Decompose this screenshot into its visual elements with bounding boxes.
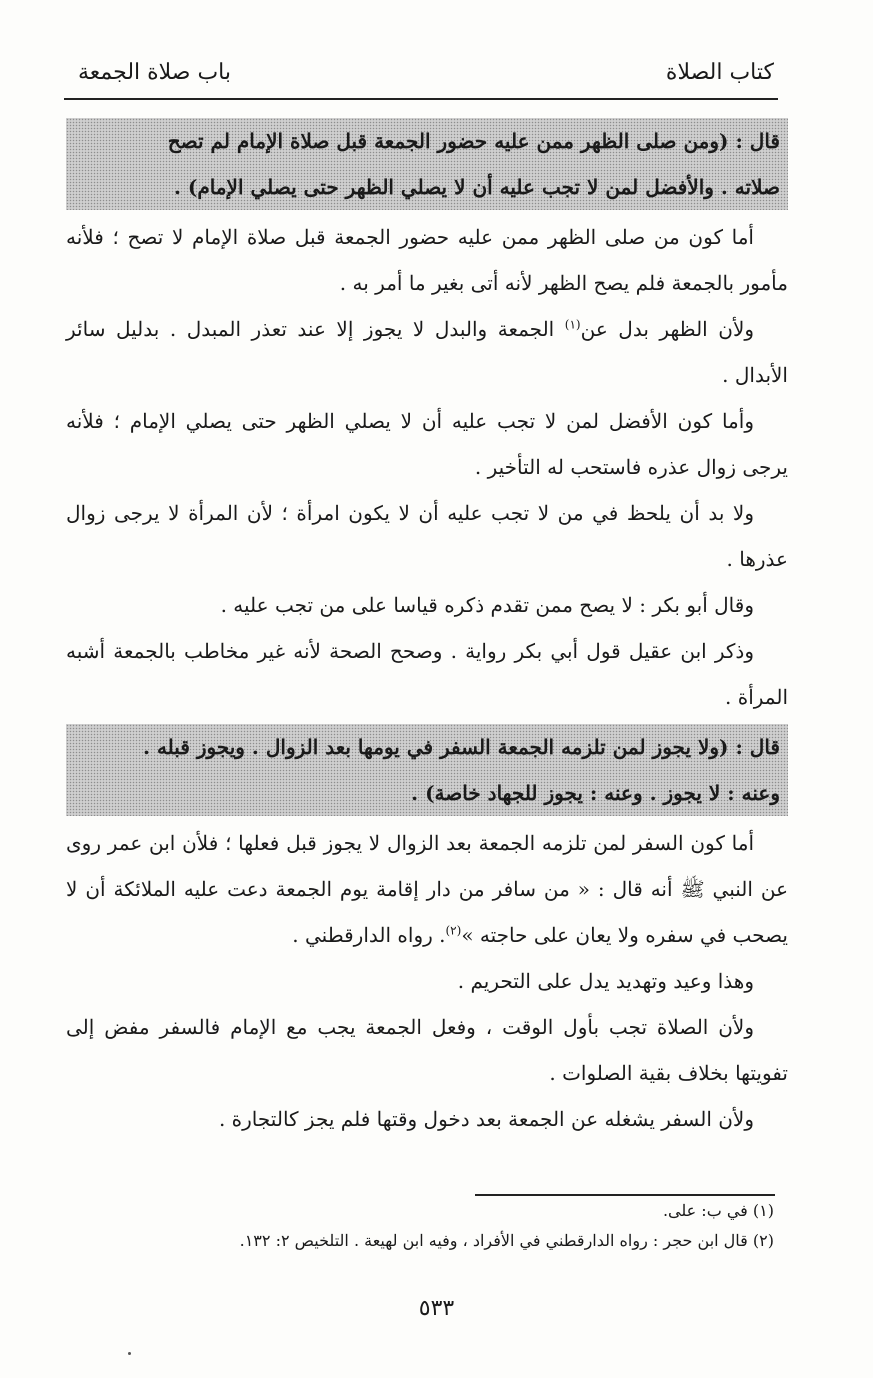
paragraph-text: ولأن الظهر بدل عن: [580, 317, 755, 341]
paragraph: وهذا وعيد وتهديد يدل على التحريم .: [457, 969, 754, 993]
page-body: [66, 118, 788, 1142]
matn-box-2: [66, 724, 788, 816]
paragraph: أما كون من صلى الظهر ممن عليه حضور الجمعة قبل صلاة الإمام لا تصح ؛ فلأنه مأمور بالجمعة فلم يصح الظهر لأنه أتى بغير ما أمر به .: [66, 225, 788, 295]
matn-line: وعنه : لا يجوز . وعنه : يجوز للجهاد خاصة) .: [411, 781, 780, 805]
paragraph: وأما كون الأفضل لمن لا تجب عليه أن لا يصلي الظهر حتى يصلي الإمام ؛ فلأنه يرجى زوال عذره فاستحب له التأخير .: [66, 409, 788, 479]
page-number: ٥٣٣: [418, 1296, 455, 1321]
paragraph: ولا بد أن يلحظ في من لا تجب عليه أن لا يكون امرأة ؛ لأن المرأة لا يرجى زوال عذرها .: [66, 501, 788, 571]
footnotes: [64, 1196, 778, 1256]
footnote-ref: (٢): [445, 923, 462, 938]
footnote: (٢) قال ابن حجر : رواه الدارقطني في الأفراد ، وفيه ابن لهيعة . التلخيص ٢: ١٣٢.: [239, 1231, 774, 1250]
running-header: [64, 52, 778, 100]
matn-line: قال : (ولا يجوز لمن تلزمه الجمعة السفر في يومها بعد الزوال . ويجوز قبله .: [143, 735, 780, 759]
header-book-title: كتاب الصلاة: [665, 60, 774, 85]
paragraph: [66, 820, 788, 958]
paragraph-text: . رواه الدارقطني .: [292, 923, 446, 947]
paragraph-text: الجمعة والبدل لا يجوز إلا عند تعذر المبدل . بدليل سائر الأبدال .: [66, 317, 788, 387]
matn-line: صلاته . والأفضل لمن لا تجب عليه أن لا يصلي الظهر حتى يصلي الإمام) .: [173, 175, 780, 199]
paragraph: وقال أبو بكر : لا يصح ممن تقدم ذكره قياسا على من تجب عليه .: [220, 593, 754, 617]
paragraph: ولأن الصلاة تجب بأول الوقت ، وفعل الجمعة يجب مع الإمام فالسفر مفض إلى تفويتها بخلاف بقية الصلوات .: [66, 1015, 788, 1085]
paragraph: ولأن السفر يشغله عن الجمعة بعد دخول وقتها فلم يجز كالتجارة .: [218, 1107, 754, 1131]
matn-box-1: [66, 118, 788, 210]
footnote-ref: (١): [564, 317, 581, 332]
matn-line: قال : (ومن صلى الظهر ممن عليه حضور الجمعة قبل صلاة الإمام لم تصح: [167, 129, 780, 153]
scan-speck: [128, 1352, 131, 1355]
footnote: (١) في ب: على.: [662, 1201, 774, 1220]
paragraph: وذكر ابن عقيل قول أبي بكر رواية . وصحح الصحة لأنه غير مخاطب بالجمعة أشبه المرأة .: [66, 639, 788, 709]
paragraph: [66, 306, 788, 398]
header-chapter-title: باب صلاة الجمعة: [78, 60, 232, 85]
paragraph-text: أما كون السفر لمن تلزمه الجمعة بعد الزوال لا يجوز قبل فعلها ؛ فلأن ابن عمر روى عن النبي ﷺ أنه قال : « من سافر من دار إقامة يوم الجمعة دعت عليه الملائكة أن لا يصحب في سفره ولا يعان على حاجته »: [66, 831, 788, 947]
